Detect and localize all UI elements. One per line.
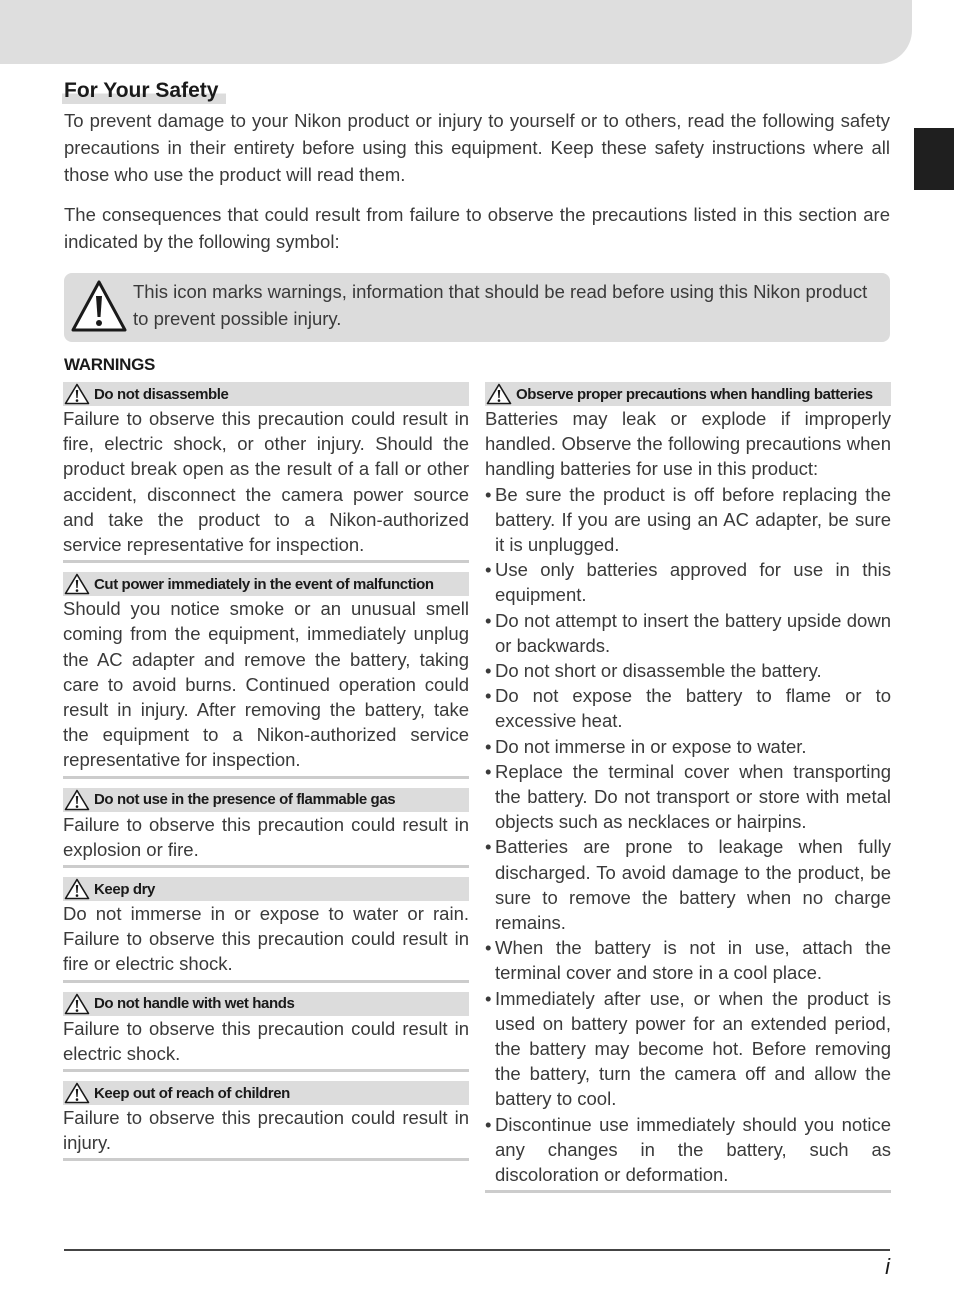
list-item: • Use only batteries approved for use in this equipment. (485, 557, 891, 607)
section-heading (63, 382, 469, 406)
section-title: Do not disassemble (94, 385, 229, 403)
battery-precautions-list (485, 482, 891, 1188)
section-body: Should you notice smoke or an unusual smell coming from the equipment, immediately unplug the AC adapter and remove the battery, taking care to avoid burns. Continued operation could result in injury. After removing the battery, take the equipment to a Nikon-authorized service representative for inspection. (63, 598, 469, 771)
section-title: Do not handle with wet hands (94, 995, 295, 1013)
warning-triangle-icon (486, 383, 512, 405)
intro-paragraph-2: The consequences that could result from failure to observe the precautions listed in this section are indicated by the following symbol: (64, 204, 890, 252)
warning-triangle-icon (64, 383, 90, 405)
page-title: For Your Safety (62, 78, 226, 104)
section-title: Cut power immediately in the event of malfunction (94, 575, 434, 593)
list-item: • Do not attempt to insert the battery upside down or backwards. (485, 608, 891, 658)
warning-triangle-icon (70, 279, 128, 333)
callout-text: This icon marks warnings, information that should be read before using this Nikon product to prevent possible injury. (133, 281, 868, 329)
section-heading (63, 877, 469, 901)
list-item: • Do not immerse in or expose to water. (485, 734, 891, 759)
section-heading (63, 572, 469, 596)
list-item: • Do not short or disassemble the battery. (485, 658, 891, 683)
list-item: • Replace the terminal cover when transporting the battery. Do not transport or store with metal objects such as necklaces or hairpins. (485, 759, 891, 835)
warning-callout (64, 273, 890, 342)
list-item: • Be sure the product is off before replacing the battery. If you are using an AC adapter, be sure it is unplugged. (485, 482, 891, 558)
section-title: Keep dry (94, 880, 155, 898)
list-item: • Discontinue use immediately should you notice any changes in the battery, such as discoloration or deformation. (485, 1112, 891, 1188)
section-heading (485, 382, 891, 406)
list-item: • When the battery is not in use, attach the terminal cover and store in a cool place. (485, 935, 891, 985)
section-title: Observe proper precautions when handling batteries (516, 385, 873, 403)
intro-paragraph-1: To prevent damage to your Nikon product or injury to yourself or to others, read the following safety precautions in their entirety before using this equipment. Keep these safety instructions where all those who use the product will read them. (64, 110, 890, 185)
warning-section (63, 992, 469, 1072)
warning-section (63, 877, 469, 983)
section-body: Failure to observe this precaution could result in electric shock. (63, 1017, 469, 1064)
section-title: Do not use in the presence of flammable gas (94, 791, 396, 809)
list-item: • Do not expose the battery to flame or to excessive heat. (485, 683, 891, 733)
section-body: Do not immerse in or expose to water or rain. Failure to observe this precaution could result in fire or electric shock. (63, 903, 469, 975)
section-heading (63, 992, 469, 1016)
warnings-right-column (485, 382, 891, 1202)
warning-triangle-icon (64, 789, 90, 811)
warnings-left-column (63, 382, 469, 1170)
warning-section (63, 382, 469, 563)
warning-section (63, 788, 469, 868)
warnings-label: WARNINGS (64, 355, 156, 374)
warning-triangle-icon (64, 573, 90, 595)
section-body: Failure to observe this precaution could result in explosion or fire. (63, 813, 469, 860)
section-title: Keep out of reach of children (94, 1084, 290, 1102)
warning-triangle-icon (64, 993, 90, 1015)
chapter-tab (914, 128, 954, 190)
warning-section (63, 1081, 469, 1161)
battery-section (485, 382, 891, 1193)
warning-section (63, 572, 469, 778)
warning-triangle-icon (64, 878, 90, 900)
warning-triangle-icon (64, 1082, 90, 1104)
top-banner (0, 0, 912, 64)
section-body: Failure to observe this precaution could result in fire, electric shock, or other injury. Should the product break open as the result of a fall or other accident, disconnect the camera power source and take the product to a Nikon-authorized service representative for inspection. (63, 408, 469, 556)
list-item: • Batteries are prone to leakage when fully discharged. To avoid damage to the product, be sure to remove the battery when no charge remains. (485, 834, 891, 935)
section-heading (63, 1081, 469, 1105)
page-number: i (885, 1254, 890, 1279)
list-item: • Immediately after use, or when the product is used on battery power for an extended period, the battery may become hot. Before removing the battery, turn the camera off and allow the battery to cool. (485, 986, 891, 1112)
section-intro: Batteries may leak or explode if improperly handled. Observe the following precautions when handling batteries for use in this product: (485, 408, 891, 480)
section-body: Failure to observe this precaution could result in injury. (63, 1107, 469, 1154)
footer-rule (64, 1249, 890, 1251)
section-heading (63, 788, 469, 812)
